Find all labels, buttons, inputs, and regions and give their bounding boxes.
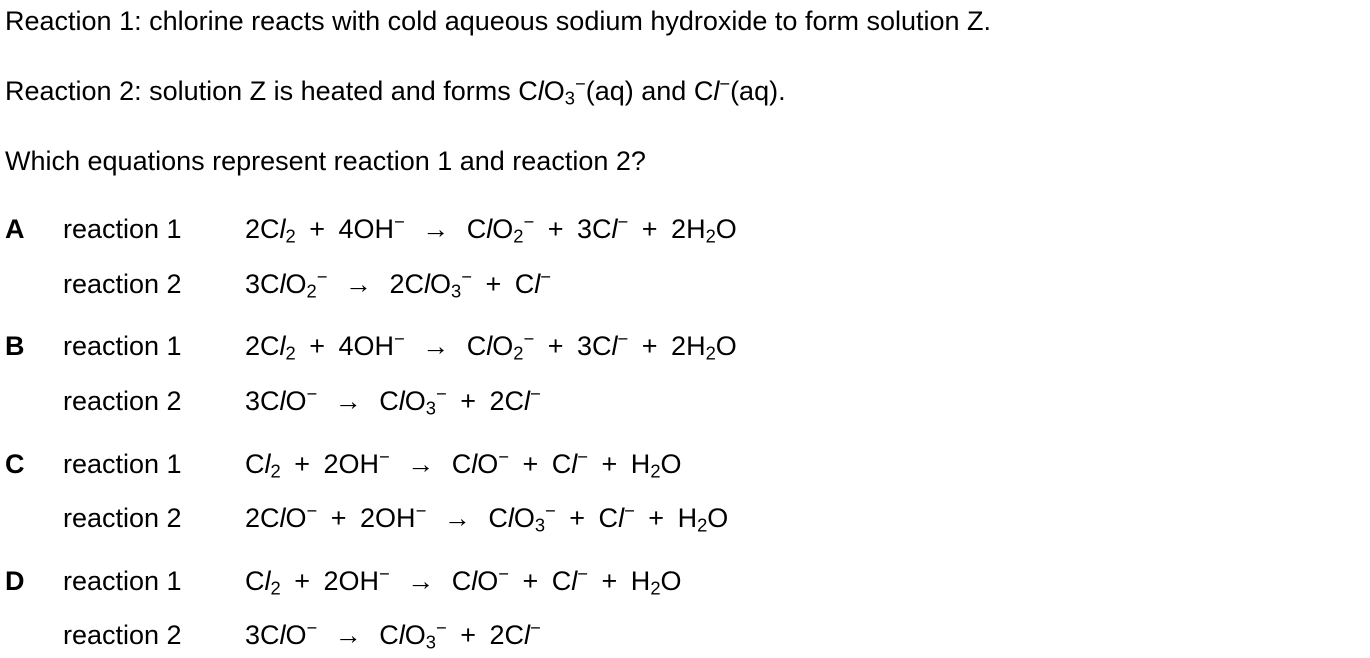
option-d-letter: D: [5, 566, 25, 596]
option-b-reaction-1-label: reaction 1: [63, 331, 182, 361]
option-b-reaction-2-equation: 3ClO− → ClO$_3$− + 2Cl−: [245, 382, 541, 419]
option-a-letter: A: [5, 214, 25, 244]
option-b-letter: B: [5, 331, 25, 361]
species-chlorate-aq: ClO$_3$−(aq): [518, 72, 634, 109]
stem-line-2: [5, 72, 786, 109]
option-a-reaction-2-label: reaction 2: [63, 269, 182, 299]
stem-line-2-suffix: and: [633, 76, 694, 106]
option-c-reaction-2-equation: $2ClO^- + 2OH^- \to ClO_3^- + Cl^- + H_2O$: [245, 499, 729, 536]
option-b-reaction-1-equation: $2Cl_2 + 4OH^- \to ClO_2^- + 3Cl^- + 2H_2O$: [245, 327, 737, 364]
option-d-reaction-1-label: reaction 1: [63, 566, 182, 596]
option-a-reaction-1-label: reaction 1: [63, 214, 182, 244]
option-d-reaction-2-equation: 3ClO− → ClO$_3$− + 2Cl−: [245, 616, 541, 653]
option-c-reaction-1-label: reaction 1: [63, 449, 182, 479]
option-b-reaction-2-label: reaction 2: [63, 386, 182, 416]
question-text: Which equations represent reaction 1 and reaction 2?: [5, 146, 646, 176]
option-d-reaction-2-label: reaction 2: [63, 620, 182, 650]
option-a-reaction-1-equation: $2Cl_2 + 4OH^- \to ClO_2^- + 3Cl^- + 2H_2O$: [245, 210, 737, 247]
option-c-letter: C: [5, 449, 25, 479]
stem-line-2-prefix: Reaction 2: solution Z is heated and forms: [5, 76, 519, 106]
stem-line-1: Reaction 1: chlorine reacts with cold aqueous sodium hydroxide to form solution Z.: [5, 6, 992, 36]
option-d-reaction-1-equation: $Cl_2 + 2OH^- \to ClO^- + Cl^- + H_2O$: [245, 562, 682, 599]
option-c-reaction-1-equation: $Cl_2 + 2OH^- \to ClO^- + Cl^- + H_2O$: [245, 445, 682, 482]
option-a-reaction-2-equation: 3ClO$_2$− → 2ClO$_3$− + Cl−: [245, 265, 552, 302]
species-chloride-aq: Cl−(aq).: [693, 72, 786, 106]
option-c-reaction-2-label: reaction 2: [63, 503, 182, 533]
